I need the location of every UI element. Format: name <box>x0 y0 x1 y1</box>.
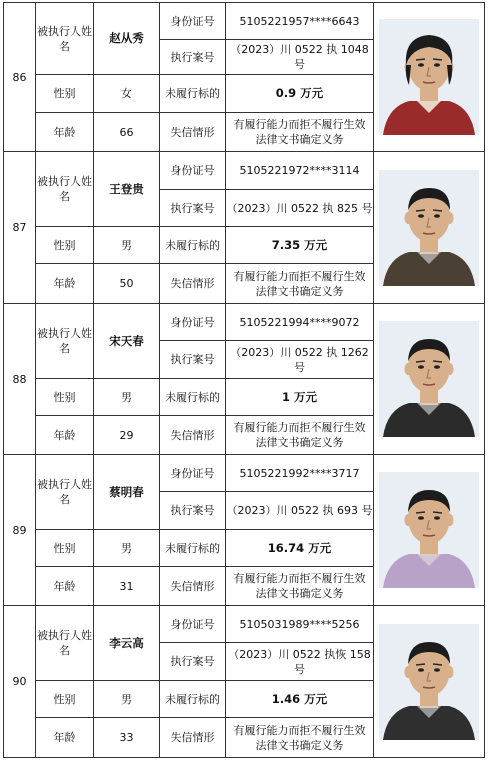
gender-value: 男 <box>94 379 160 416</box>
amount-label: 未履行标的 <box>160 75 226 113</box>
portrait-image <box>379 624 479 740</box>
amount-value: 16.74 万元 <box>226 530 374 567</box>
portrait-image <box>379 321 479 437</box>
age-value: 31 <box>94 567 160 605</box>
id-label: 身份证号 <box>160 152 226 190</box>
id-value: 5105221994****9072 <box>226 304 374 341</box>
portrait-photo <box>379 170 479 286</box>
status-label: 失信情形 <box>160 567 226 605</box>
age-label: 年龄 <box>36 264 94 303</box>
age-label: 年龄 <box>36 113 94 151</box>
photo-cell <box>374 152 484 303</box>
case-value: （2023）川 0522 执恢 158 号 <box>226 643 374 681</box>
name-label: 被执行人姓名 <box>36 152 94 227</box>
record-number: 87 <box>4 152 36 303</box>
record-87 <box>3 152 485 304</box>
age-value: 29 <box>94 416 160 454</box>
photo-cell <box>374 304 484 454</box>
id-label: 身份证号 <box>160 304 226 341</box>
case-value: （2023）川 0522 执 1048 号 <box>226 40 374 75</box>
age-label: 年龄 <box>36 416 94 454</box>
record-number: 89 <box>4 455 36 605</box>
gender-label: 性别 <box>36 379 94 416</box>
portrait-image <box>379 19 479 135</box>
portrait-image <box>379 170 479 286</box>
age-value: 33 <box>94 718 160 757</box>
age-label: 年龄 <box>36 718 94 757</box>
id-value: 5105221972****3114 <box>226 152 374 190</box>
status-value: 有履行能力而拒不履行生效法律文书确定义务 <box>226 113 374 151</box>
case-label: 执行案号 <box>160 643 226 681</box>
name-label: 被执行人姓名 <box>36 455 94 530</box>
photo-cell <box>374 455 484 605</box>
case-label: 执行案号 <box>160 341 226 379</box>
name-label: 被执行人姓名 <box>36 3 94 75</box>
case-value: （2023）川 0522 执 693 号 <box>226 492 374 530</box>
gender-label: 性别 <box>36 75 94 113</box>
id-value: 5105031989****5256 <box>226 606 374 643</box>
status-value: 有履行能力而拒不履行生效法律文书确定义务 <box>226 416 374 454</box>
portrait-photo <box>379 472 479 588</box>
status-value: 有履行能力而拒不履行生效法律文书确定义务 <box>226 567 374 605</box>
portrait-photo <box>379 19 479 135</box>
portrait-photo <box>379 624 479 740</box>
name-label: 被执行人姓名 <box>36 304 94 379</box>
gender-value: 女 <box>94 75 160 113</box>
id-label: 身份证号 <box>160 3 226 40</box>
gender-label: 性别 <box>36 681 94 718</box>
photo-cell <box>374 606 484 757</box>
dishonest-debtor-table <box>3 2 485 758</box>
record-number: 88 <box>4 304 36 454</box>
amount-label: 未履行标的 <box>160 379 226 416</box>
name-value: 王登贵 <box>94 152 160 227</box>
status-label: 失信情形 <box>160 718 226 757</box>
record-90 <box>3 606 485 758</box>
name-value: 李云高 <box>94 606 160 681</box>
amount-label: 未履行标的 <box>160 227 226 264</box>
amount-label: 未履行标的 <box>160 681 226 718</box>
name-value: 蔡明春 <box>94 455 160 530</box>
amount-value: 1.46 万元 <box>226 681 374 718</box>
id-label: 身份证号 <box>160 455 226 492</box>
name-label: 被执行人姓名 <box>36 606 94 681</box>
portrait-photo <box>379 321 479 437</box>
gender-label: 性别 <box>36 530 94 567</box>
record-88 <box>3 304 485 455</box>
case-value: （2023）川 0522 执 825 号 <box>226 190 374 227</box>
status-label: 失信情形 <box>160 113 226 151</box>
amount-label: 未履行标的 <box>160 530 226 567</box>
age-value: 66 <box>94 113 160 151</box>
id-value: 5105221957****6643 <box>226 3 374 40</box>
name-value: 宋天春 <box>94 304 160 379</box>
amount-value: 1 万元 <box>226 379 374 416</box>
status-label: 失信情形 <box>160 264 226 303</box>
case-value: （2023）川 0522 执 1262 号 <box>226 341 374 379</box>
record-number: 90 <box>4 606 36 757</box>
age-value: 50 <box>94 264 160 303</box>
case-label: 执行案号 <box>160 190 226 227</box>
gender-label: 性别 <box>36 227 94 264</box>
age-label: 年龄 <box>36 567 94 605</box>
gender-value: 男 <box>94 227 160 264</box>
name-value: 赵从秀 <box>94 3 160 75</box>
record-86 <box>3 2 485 152</box>
id-value: 5105221992****3717 <box>226 455 374 492</box>
portrait-image <box>379 472 479 588</box>
gender-value: 男 <box>94 530 160 567</box>
record-89 <box>3 455 485 606</box>
id-label: 身份证号 <box>160 606 226 643</box>
gender-value: 男 <box>94 681 160 718</box>
status-value: 有履行能力而拒不履行生效法律文书确定义务 <box>226 264 374 303</box>
status-label: 失信情形 <box>160 416 226 454</box>
status-value: 有履行能力而拒不履行生效法律文书确定义务 <box>226 718 374 757</box>
amount-value: 0.9 万元 <box>226 75 374 113</box>
amount-value: 7.35 万元 <box>226 227 374 264</box>
photo-cell <box>374 3 484 151</box>
case-label: 执行案号 <box>160 492 226 530</box>
case-label: 执行案号 <box>160 40 226 75</box>
record-number: 86 <box>4 3 36 151</box>
